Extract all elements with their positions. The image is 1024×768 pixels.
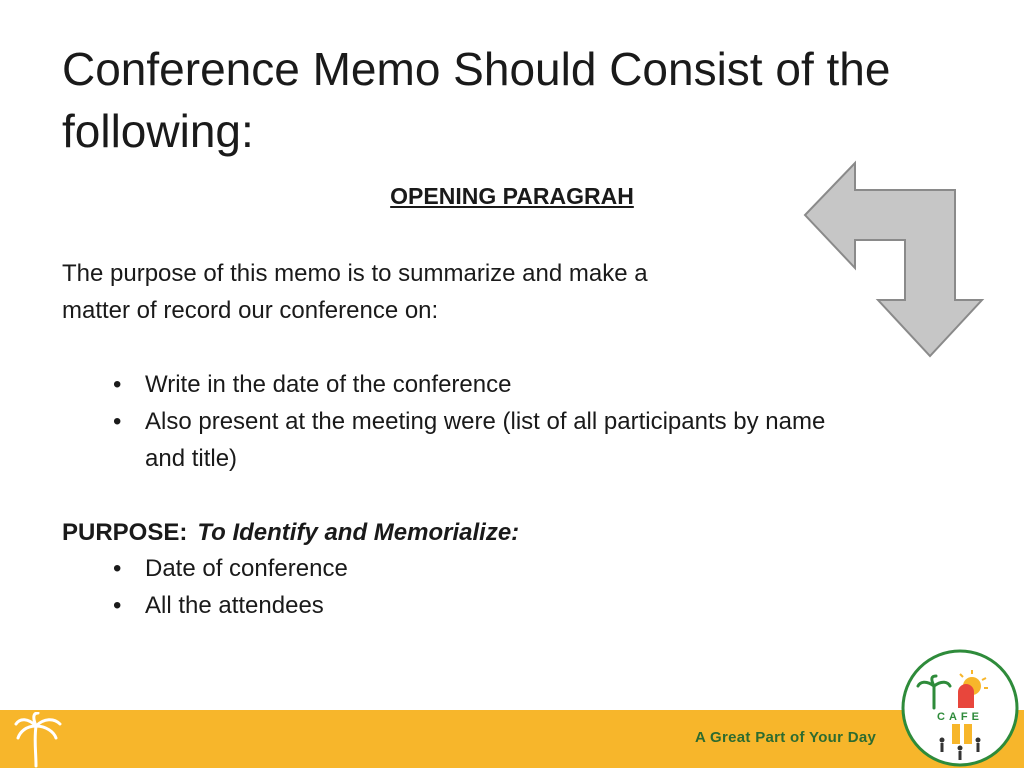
opening-bullet-list xyxy=(113,366,833,477)
list-item: • All the attendees xyxy=(113,587,713,624)
purpose-bullet-list xyxy=(113,550,713,624)
slide-title: Conference Memo Should Consist of the following: xyxy=(62,43,891,157)
intro-paragraph: The purpose of this memo is to summarize and make a matter of record our conference on: xyxy=(62,260,648,324)
list-item: • Date of conference xyxy=(113,550,713,587)
cafe-logo xyxy=(900,648,1020,768)
svg-text:CAFE: CAFE xyxy=(937,711,983,723)
opening-paragraph-heading: OPENING PARAGRAH xyxy=(390,183,634,209)
purpose-line xyxy=(62,514,519,551)
list-item: • Write in the date of the conference xyxy=(113,366,833,403)
purpose-subtitle: To Identify and Memorialize: xyxy=(197,519,520,546)
palm-tree-icon xyxy=(14,712,62,768)
list-item: • Also present at the meeting were (list of all participants by name and title) xyxy=(113,403,833,477)
footer-tagline: A Great Part of Your Day xyxy=(695,729,877,746)
purpose-label: PURPOSE: xyxy=(62,519,188,546)
